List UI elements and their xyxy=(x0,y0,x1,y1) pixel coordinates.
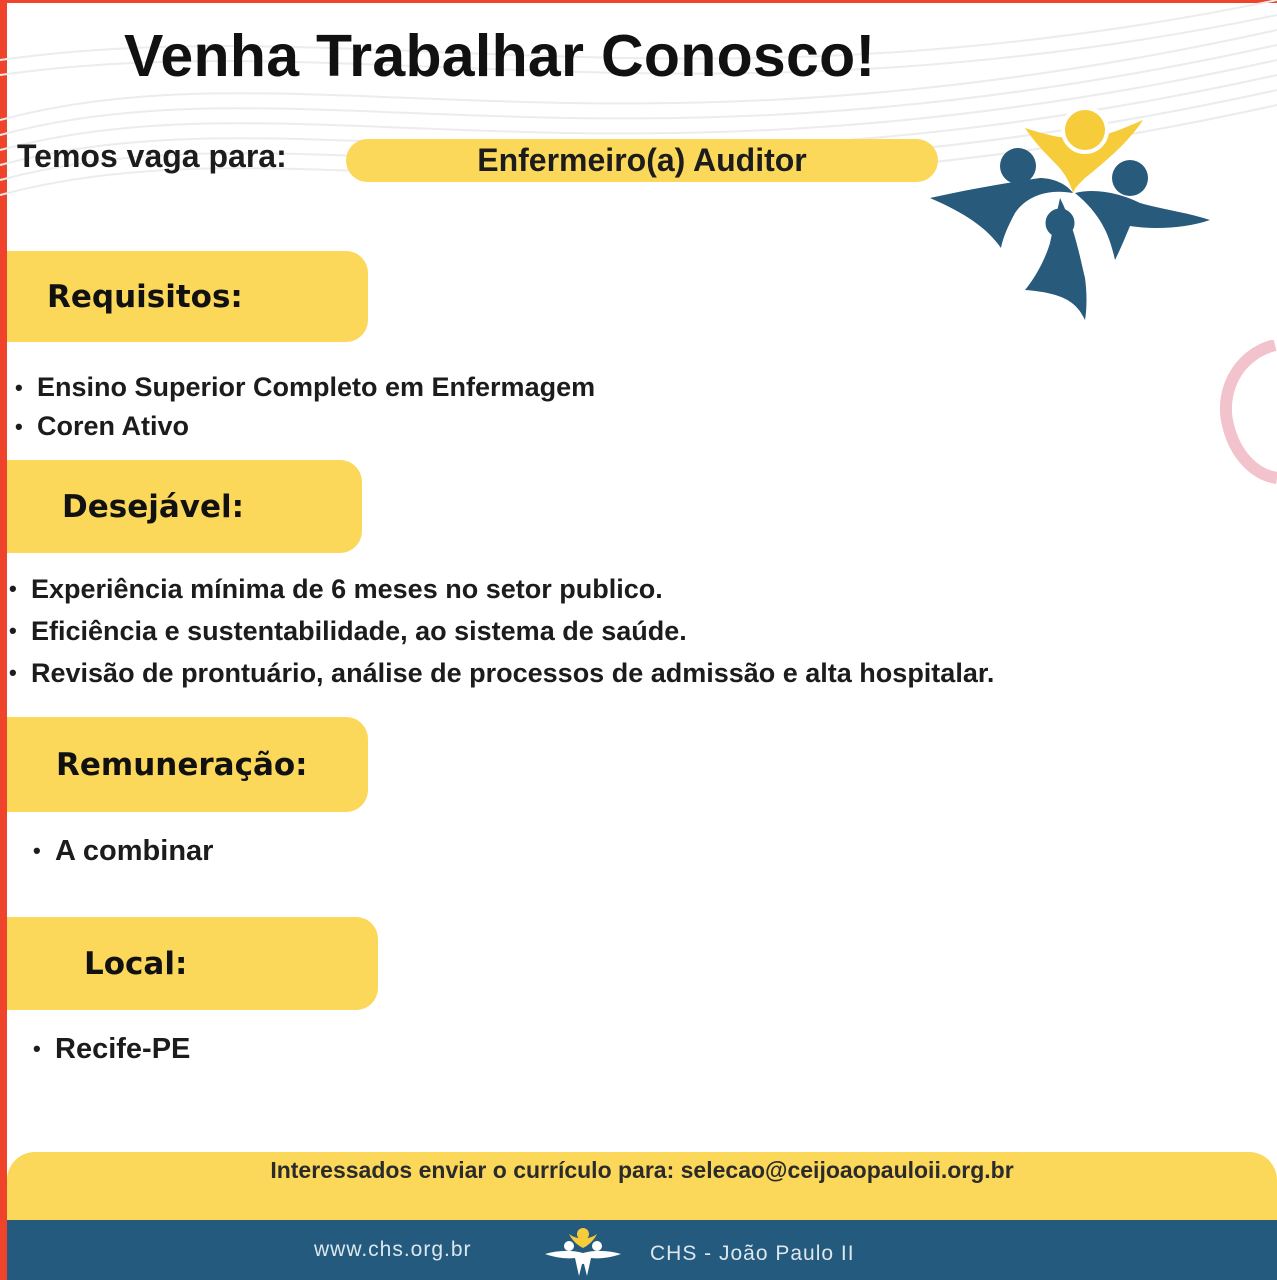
desejavel-heading-box xyxy=(7,460,362,553)
list-item: • Revisão de prontuário, análise de processos de admissão e alta hospitalar. xyxy=(9,652,994,694)
list-item: • A combinar xyxy=(33,831,213,871)
local-heading: Local: xyxy=(84,945,188,982)
footer-contact-bar xyxy=(7,1152,1277,1220)
footer-org-name: CHS - João Paulo II xyxy=(650,1242,855,1265)
requisitos-heading: Requisitos: xyxy=(47,278,243,315)
remuneracao-heading: Remuneração: xyxy=(56,746,308,783)
requisitos-list xyxy=(15,368,595,446)
local-list xyxy=(33,1029,190,1069)
remuneracao-list xyxy=(33,831,213,871)
vaga-label: Temos vaga para: xyxy=(17,138,287,174)
footer-contact-text: Interessados enviar o currículo para: selecao@ceijoaopauloii.org.br xyxy=(270,1157,1014,1183)
vaga-position-pill xyxy=(346,139,938,182)
decorative-arc xyxy=(1220,340,1277,490)
list-item: • Ensino Superior Completo em Enfermagem xyxy=(15,368,595,407)
list-item: • Experiência mínima de 6 meses no setor publico. xyxy=(9,568,994,610)
chs-people-logo-icon xyxy=(925,98,1215,328)
remuneracao-heading-box xyxy=(7,717,368,812)
vaga-position: Enfermeiro(a) Auditor xyxy=(477,142,807,178)
footer-url: www.chs.org.br xyxy=(314,1238,472,1261)
requisitos-heading-box xyxy=(7,251,368,342)
desejavel-heading: Desejável: xyxy=(62,488,245,525)
list-item: • Eficiência e sustentabilidade, ao sistema de saúde. xyxy=(9,610,994,652)
list-item: • Recife-PE xyxy=(33,1029,190,1069)
footer-logo-icon xyxy=(543,1226,623,1280)
footer-bar xyxy=(7,1220,1277,1280)
list-item: • Coren Ativo xyxy=(15,407,595,446)
desejavel-list xyxy=(9,568,994,694)
local-heading-box xyxy=(7,917,378,1010)
page-title: Venha Trabalhar Conosco! xyxy=(124,23,876,89)
